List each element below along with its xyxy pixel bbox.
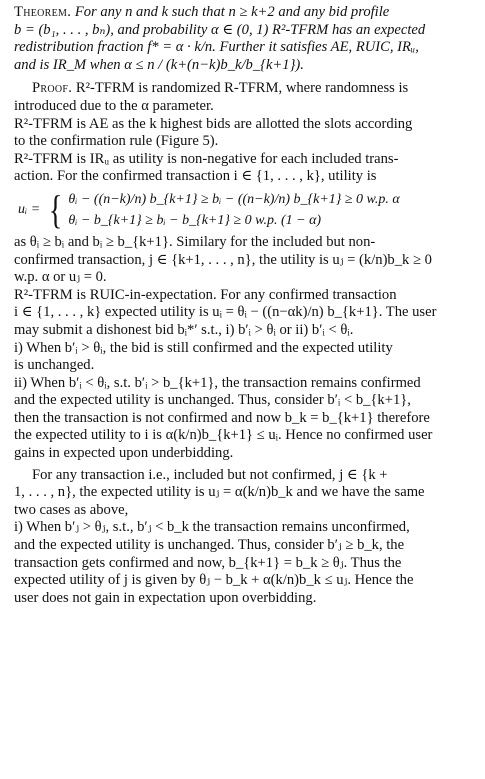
utility-equation [14, 186, 471, 232]
ruic-line-2: i ∈ {1, . . . , k} expected utility is uᵢ = θᵢ − ((n−αk)/n) b_{k+1}. The user [14, 304, 437, 321]
over-line-1: i) When b′ⱼ > θⱼ, s.t., b′ⱼ < b_k the transaction remains unconfirmed, [14, 519, 410, 536]
included-line-3: two cases as above, [14, 501, 129, 518]
proof-line-2: introduced due to the α parameter. [14, 97, 214, 114]
case-2-line-3: then the transaction is not confirmed and now b_k = b_{k+1} therefore [14, 409, 430, 426]
case-1-line-2: is unchanged. [14, 357, 95, 374]
theorem-block [14, 4, 471, 74]
as-line-3: w.p. α or uⱼ = 0. [14, 269, 107, 286]
proof-line-1: R²-TFRM is randomized R-TFRM, where randomness is [75, 80, 409, 97]
ir-line-1: R²-TFRM is IRᵤ as utility is non-negative for each included trans- [14, 150, 399, 167]
over-line-4: expected utility of j is given by θⱼ − b_k + α(k/n)b_k ≤ uⱼ. Hence the [14, 572, 414, 589]
over-line-2: and the expected utility is unchanged. Thus, consider b′ⱼ ≥ b_k, the [14, 537, 405, 554]
ae-line-2: to the confirmation rule (Figure 5). [14, 133, 219, 150]
as-line-1: as θᵢ ≥ bᵢ and bᵢ ≥ b_{k+1}. Similary for the included but non- [14, 233, 376, 250]
included-line-1: For any transaction i.e., included but not confirmed, j ∈ {k + [32, 466, 388, 483]
as-line-2: confirmed transaction, j ∈ {k+1, . . . , n}, the utility is uⱼ = (k/n)b_k ≥ 0 [14, 251, 432, 268]
equation-row-1: θᵢ − ((n−k)/n) b_{k+1} ≥ bᵢ − ((n−k)/n) b_{k+1} ≥ 0 w.p. α [68, 191, 400, 207]
case-2-line-4: the expected utility to i is α(k/n)b_{k+1} ≤ uᵢ. Hence no confirmed user [14, 427, 433, 444]
equation-row-2: θᵢ − b_{k+1} ≥ bᵢ − b_{k+1} ≥ 0 w.p. (1 − α) [68, 212, 322, 228]
over-line-3: transaction gets confirmed and now, b_{k+1} = b_k ≥ θⱼ. Thus the [14, 554, 402, 571]
ir-line-2: action. For the confirmed transaction i ∈ {1, . . . , k}, utility is [14, 168, 377, 185]
included-line-2: 1, . . . , n}, the expected utility is uⱼ = α(k/n)b_k and we have the same [14, 484, 425, 501]
ruic-line-3: may submit a dishonest bid bᵢ*′ s.t., i) b′ᵢ > θᵢ or ii) b′ᵢ < θᵢ. [14, 321, 354, 338]
equation-lhs: uᵢ = [18, 202, 41, 218]
left-brace: { [49, 186, 63, 232]
proof-label: Proof. [32, 80, 73, 97]
theorem-line-4: and is IR_M when α ≤ n / (k+(n−k)b_k/b_{k+1}). [14, 56, 304, 73]
case-2-line-1: ii) When b′ᵢ < θᵢ, s.t. b′ᵢ > b_{k+1}, the transaction remains confirmed [14, 374, 421, 391]
case-1-line-1: i) When b′ᵢ > θᵢ, the bid is still confirmed and the expected utility [14, 339, 393, 356]
theorem-line-2: b = (b₁, . . . , bₙ), and probability α ∈ (0, 1) R²-TFRM has an expected [14, 21, 426, 38]
ae-line-1: R²-TFRM is AE as the k highest bids are allotted the slots according [14, 115, 413, 132]
case-2-line-5: gains in expected upon underbidding. [14, 445, 234, 462]
theorem-line-1: For any n and k such that n ≥ k+2 and any bid profile [74, 4, 390, 20]
theorem-line-3: redistribution fraction f* = α · k/n. Further it satisfies AE, RUIC, IRᵤ, [14, 39, 419, 56]
case-2-line-2: and the expected utility is unchanged. Thus, consider b′ᵢ < b_{k+1}, [14, 392, 411, 409]
theorem-label: Theorem. [14, 4, 72, 20]
ruic-line-1: R²-TFRM is RUIC-in-expectation. For any confirmed transaction [14, 286, 397, 303]
over-line-5: user does not gain in expectation upon overbidding. [14, 589, 317, 606]
proof-block [14, 80, 471, 607]
